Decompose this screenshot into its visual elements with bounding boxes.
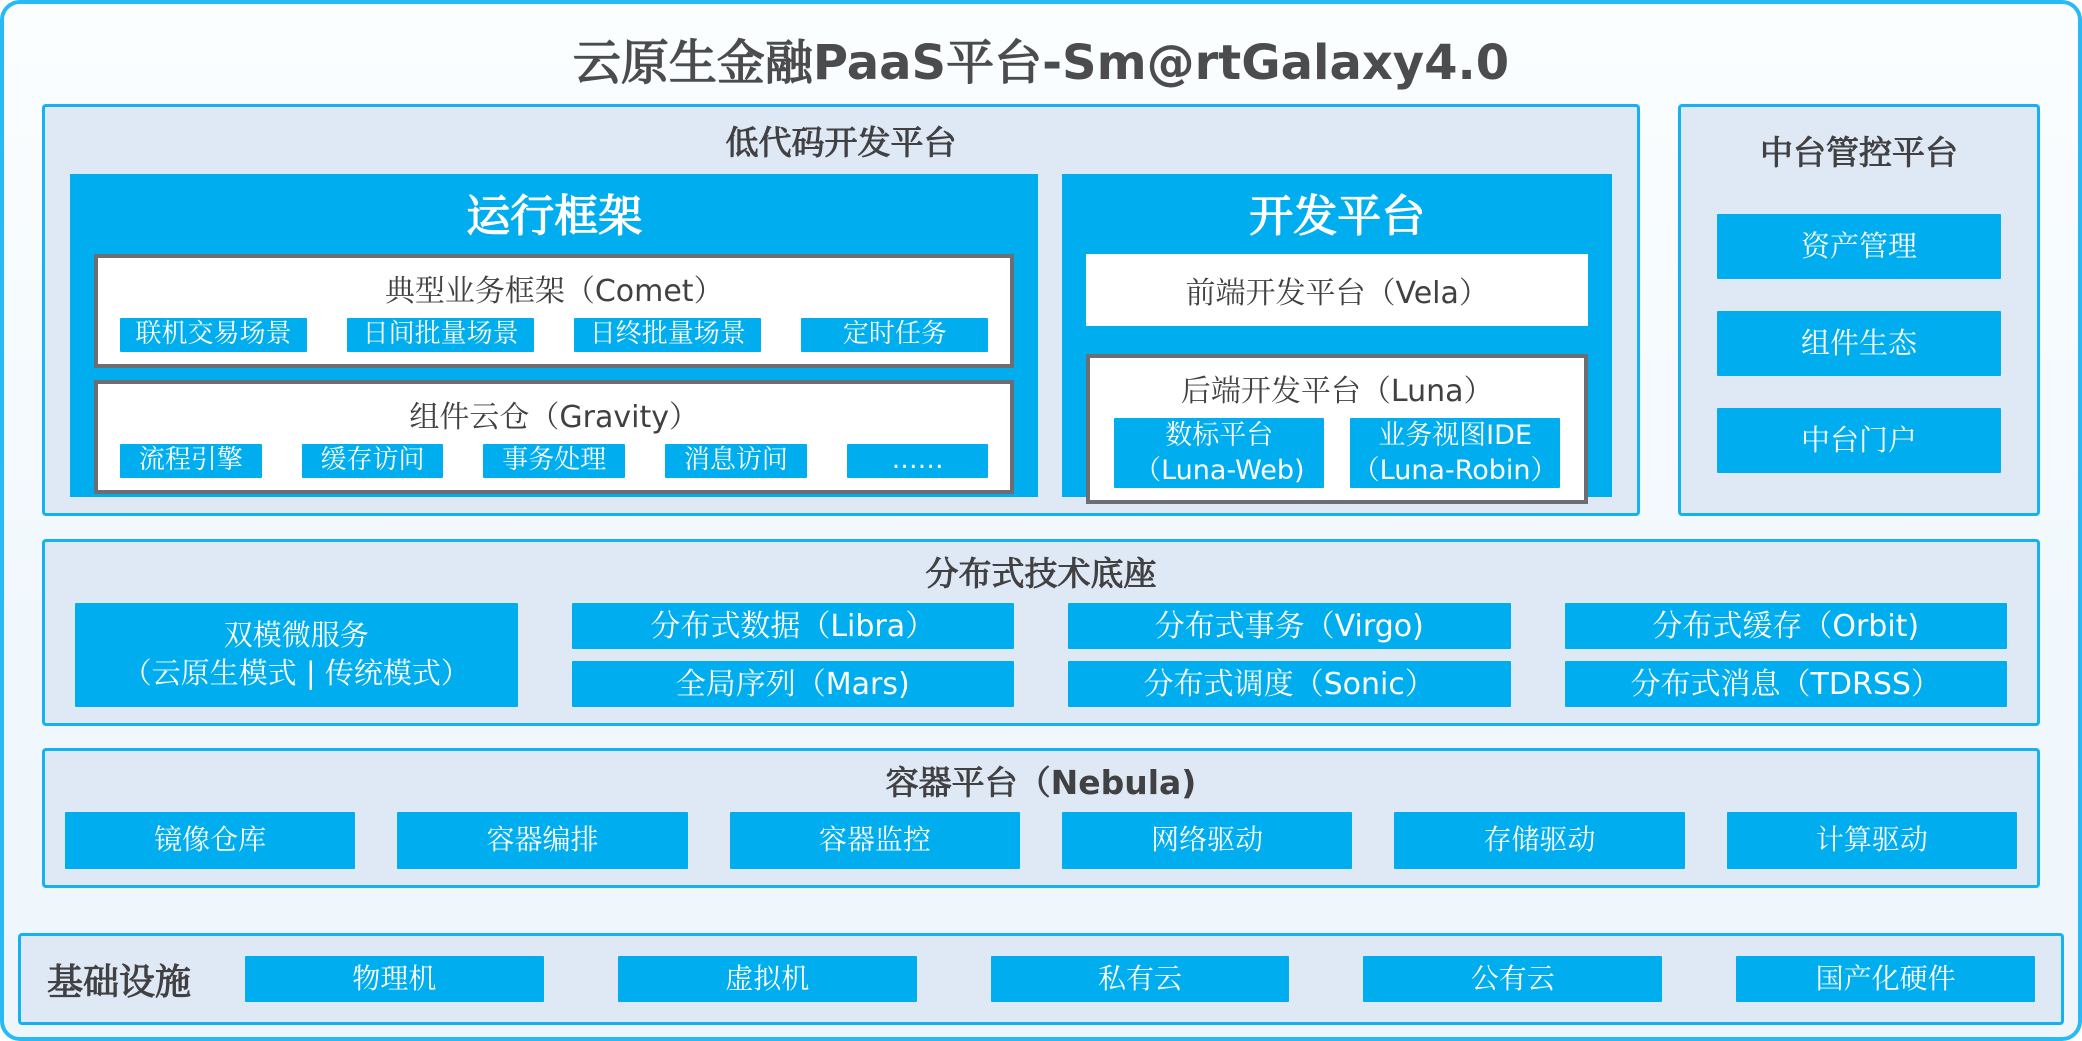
node-storage-driver: 存储驱动: [1394, 812, 1684, 869]
comet-chip-row: [110, 318, 998, 352]
node-network-driver: 网络驱动: [1062, 812, 1352, 869]
dual-mode-line2: （云原生模式 | 传统模式）: [122, 656, 470, 690]
luna-backend-title: 后端开发平台（Luna）: [1180, 374, 1494, 409]
node-business-view-ide-luna-robin: [1350, 418, 1560, 488]
comet-framework-box: [94, 254, 1014, 368]
node-public-cloud: 公有云: [1363, 956, 1662, 1002]
page-title: 云原生金融PaaS平台-Sm@rtGalaxy4.0: [572, 34, 1510, 91]
node-distributed-transaction-virgo: 分布式事务（Virgo): [1068, 603, 1511, 649]
node-process-engine: 流程引擎: [120, 444, 262, 478]
runtime-framework-title: 运行框架: [466, 191, 643, 242]
node-container-monitoring: 容器监控: [730, 812, 1020, 869]
gravity-repo-title: 组件云仓（Gravity）: [409, 399, 699, 435]
node-frontend-dev-platform-vela: 前端开发平台（Vela）: [1086, 254, 1588, 326]
luna-backend-box: [1086, 354, 1588, 504]
node-mid-platform-portal: 中台门户: [1717, 408, 2001, 473]
luna-robin-line2: （Luna-Robin）: [1352, 455, 1558, 487]
node-distributed-message-tdrss: 分布式消息（TDRSS）: [1565, 661, 2008, 707]
node-transaction-processing: 事务处理: [483, 444, 625, 478]
panel-infrastructure: [18, 933, 2064, 1025]
panel-container-platform: [42, 748, 2040, 888]
dev-platform-title: 开发平台: [1249, 191, 1426, 242]
node-domestic-hardware: 国产化硬件: [1736, 956, 2035, 1002]
node-scheduled-task: 定时任务: [801, 318, 988, 352]
infrastructure-list: [245, 936, 2035, 1022]
comet-framework-title: 典型业务框架（Comet）: [384, 274, 724, 309]
node-distributed-scheduling-sonic: 分布式调度（Sonic）: [1068, 661, 1511, 707]
node-virtual-machine: 虚拟机: [618, 956, 917, 1002]
node-private-cloud: 私有云: [991, 956, 1290, 1002]
luna-robin-line1: 业务视图IDE: [1378, 420, 1533, 451]
mid-platform-list: [1717, 214, 2001, 473]
panel-low-code-platform: [42, 104, 1640, 516]
node-global-sequence-mars: 全局序列（Mars): [572, 661, 1015, 707]
container-platform-title: 容器平台（Nebula): [885, 763, 1197, 802]
infrastructure-title: 基础设施: [47, 961, 192, 1003]
luna-web-line2: （Luna-Web): [1134, 455, 1305, 487]
panel-mid-platform-control: [1678, 104, 2040, 516]
dual-mode-line1: 双模微服务: [223, 618, 369, 653]
node-distributed-data-libra: 分布式数据（Libra）: [572, 603, 1015, 649]
node-compute-driver: 计算驱动: [1727, 812, 2017, 869]
node-component-ecosystem: 组件生态: [1717, 311, 2001, 376]
distributed-grid: [75, 603, 2007, 707]
gravity-repo-box: [94, 380, 1014, 494]
low-code-body: [70, 174, 1612, 497]
node-physical-machine: 物理机: [245, 956, 544, 1002]
luna-chip-row: [1102, 418, 1572, 488]
runtime-framework-box: [70, 174, 1038, 497]
luna-web-line1: 数标平台: [1165, 420, 1274, 451]
node-ellipsis-more: ……: [847, 444, 989, 478]
node-container-orchestration: 容器编排: [397, 812, 687, 869]
diagram-content: [4, 104, 2078, 897]
panel-distributed-base: [42, 539, 2040, 726]
node-dual-mode-microservice: [75, 603, 518, 707]
node-message-access: 消息访问: [665, 444, 807, 478]
mid-platform-title: 中台管控平台: [1760, 133, 1958, 172]
container-platform-grid: [65, 812, 2017, 869]
low-code-platform-title: 低代码开发平台: [725, 123, 957, 162]
dev-platform-box: [1062, 174, 1612, 497]
node-image-registry: 镜像仓库: [65, 812, 355, 869]
distributed-base-title: 分布式技术底座: [925, 554, 1157, 593]
node-distributed-cache-orbit: 分布式缓存（Orbit): [1565, 603, 2008, 649]
gravity-chip-row: [110, 444, 998, 478]
node-cache-access: 缓存访问: [302, 444, 444, 478]
node-online-transaction-scenario: 联机交易场景: [120, 318, 307, 352]
node-eod-batch-scenario: 日终批量场景: [574, 318, 761, 352]
node-asset-management: 资产管理: [1717, 214, 2001, 279]
node-daytime-batch-scenario: 日间批量场景: [347, 318, 534, 352]
top-row: [42, 104, 2040, 516]
node-data-standard-platform-luna-web: [1114, 418, 1324, 488]
